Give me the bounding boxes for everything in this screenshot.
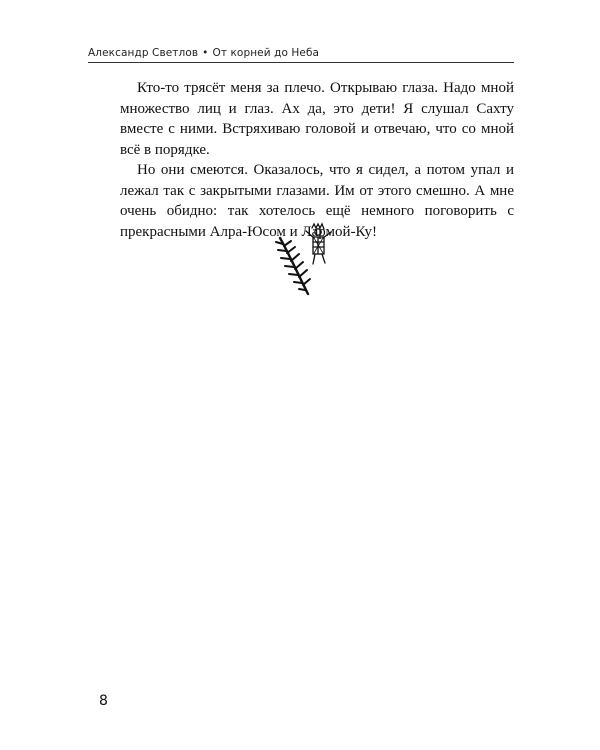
- page-number: 8: [99, 693, 108, 709]
- vignette-drawing: [274, 222, 344, 302]
- header-separator: •: [202, 47, 209, 59]
- header-author: Александр Светлов: [88, 47, 199, 59]
- paragraph-2: Но они смеются. Оказалось, что я сидел, а потом упал и лежал так с закрытыми глазами. Им от этого смешно. А мне очень обидно: так хотелось ещё немного поговорить с прекрасными Алра-Юсом и Лармой-Ку!: [120, 162, 514, 240]
- running-header: [88, 47, 514, 63]
- paragraph-1: Кто-то трясёт меня за плечо. Открываю глаза. Надо мной множество лиц и глаз. Ах да, это дети! Я слушал Сахту вместе с ними. Встряхиваю головой и отвечаю, что со мной всё в порядке.: [120, 80, 514, 158]
- figure-and-fir-branch-icon: [274, 222, 344, 302]
- small-figure-icon: [306, 224, 331, 264]
- fir-branch-icon: [276, 238, 310, 294]
- body-text: [120, 78, 514, 242]
- header-book-title: От корней до Неба: [212, 47, 320, 59]
